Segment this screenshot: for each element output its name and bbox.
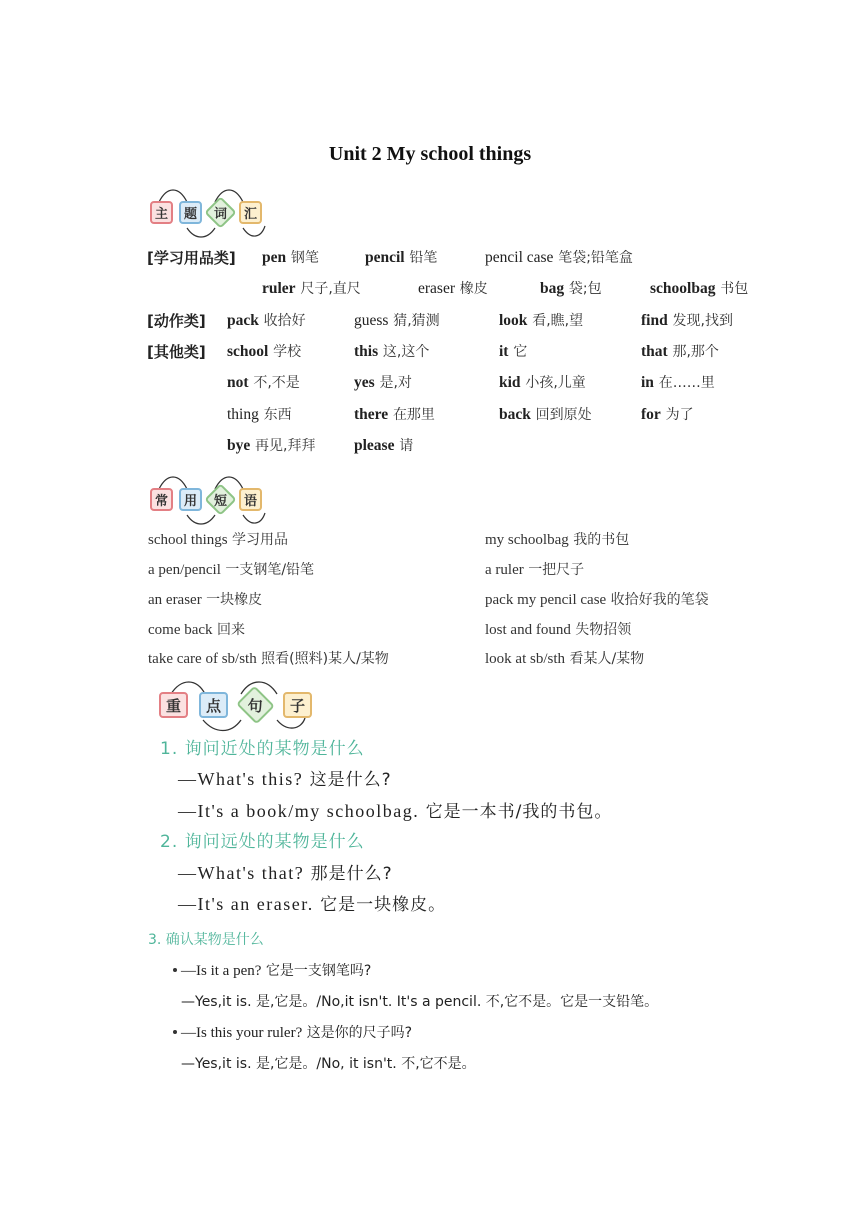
vocab-item: this 这,这个 [354, 343, 430, 360]
sentence-heading: 3. 确认某物是什么 [148, 932, 264, 948]
sentence-line: —It's a book/my schoolbag. 它是一本书/我的书包。 [178, 801, 613, 822]
phrase-item: look at sb/sth 看某人/某物 [485, 651, 645, 667]
vocab-item: schoolbag 书包 [650, 280, 749, 297]
vocab-item: find 发现,找到 [641, 312, 733, 329]
phrase-item: my schoolbag 我的书包 [485, 532, 630, 548]
vocab-section-header [147, 188, 277, 232]
vocab-item: it 它 [499, 343, 528, 360]
vocab-item: bag 袋;包 [540, 280, 602, 297]
phrase-item: an eraser 一块橡皮 [148, 592, 263, 608]
vocab-item: thing 东西 [227, 406, 292, 423]
vocab-item: guess 猜,猜测 [354, 312, 440, 329]
vocab-item: pen 钢笔 [262, 249, 319, 266]
phrase-section-header [147, 475, 277, 519]
bullet-icon [173, 968, 177, 972]
vocab-item: eraser 橡皮 [418, 280, 488, 297]
sentence-section-header [155, 680, 325, 724]
sentence-line: —Yes,it is. 是,它是。/No, it isn't. 不,它不是。 [181, 1056, 476, 1072]
vocab-item: not 不,不是 [227, 374, 300, 391]
phrase-item: lost and found 失物招领 [485, 622, 632, 638]
header-char: 词 [204, 196, 237, 229]
page-title: Unit 2 My school things [328, 143, 532, 165]
sentence-line: —What's that? 那是什么? [178, 863, 393, 884]
category-label-action: [动作类] [147, 312, 206, 330]
sentence-line: —Yes,it is. 是,它是。/No,it isn't. It's a pencil. 不,它不是。它是一支铅笔。 [181, 994, 659, 1010]
phrase-item: school things 学习用品 [148, 532, 289, 548]
header-char: 汇 [239, 201, 262, 224]
vocab-item: pack 收拾好 [227, 312, 306, 329]
vocab-item: please 请 [354, 437, 414, 454]
sentence-heading: 2. 询问远处的某物是什么 [160, 832, 365, 852]
header-char: 语 [239, 488, 262, 511]
sentence-line: —Is this your ruler? 这是你的尺子吗? [181, 1025, 413, 1041]
phrase-item: a ruler 一把尺子 [485, 562, 585, 578]
sentence-line: —It's an eraser. 它是一块橡皮。 [178, 894, 447, 915]
header-char: 短 [204, 483, 237, 516]
phrase-item: come back 回来 [148, 622, 246, 638]
header-char: 点 [199, 692, 228, 718]
sentence-line: —Is it a pen? 它是一支钢笔吗? [181, 963, 372, 979]
vocab-item: bye 再见,拜拜 [227, 437, 316, 454]
vocab-item: pencil case 笔袋;铅笔盒 [485, 249, 633, 266]
header-char: 用 [179, 488, 202, 511]
category-label-other: [其他类] [147, 343, 206, 361]
vocab-item: for 为了 [641, 406, 694, 423]
vocab-item: ruler 尺子,直尺 [262, 280, 361, 297]
phrase-item: a pen/pencil 一支钢笔/铅笔 [148, 562, 315, 578]
vocab-item: back 回到原处 [499, 406, 592, 423]
vocab-item: look 看,瞧,望 [499, 312, 584, 329]
vocab-item: kid 小孩,儿童 [499, 374, 586, 391]
header-char: 常 [150, 488, 173, 511]
vocab-item: in 在……里 [641, 374, 715, 391]
header-char: 句 [236, 686, 275, 725]
sentence-heading: 1. 询问近处的某物是什么 [160, 739, 365, 759]
header-char: 题 [179, 201, 202, 224]
bullet-icon [173, 1030, 177, 1034]
header-char: 主 [150, 201, 173, 224]
category-label-study: [学习用品类] [147, 249, 236, 267]
vocab-item: that 那,那个 [641, 343, 719, 360]
vocab-item: pencil 铅笔 [365, 249, 438, 266]
vocab-item: school 学校 [227, 343, 302, 360]
sentence-line: —What's this? 这是什么? [178, 769, 392, 790]
header-char: 子 [283, 692, 312, 718]
header-char: 重 [159, 692, 188, 718]
phrase-item: pack my pencil case 收拾好我的笔袋 [485, 592, 709, 608]
phrase-item: take care of sb/sth 照看(照料)某人/某物 [148, 651, 389, 667]
vocab-item: there 在那里 [354, 406, 435, 423]
vocab-item: yes 是,对 [354, 374, 412, 391]
